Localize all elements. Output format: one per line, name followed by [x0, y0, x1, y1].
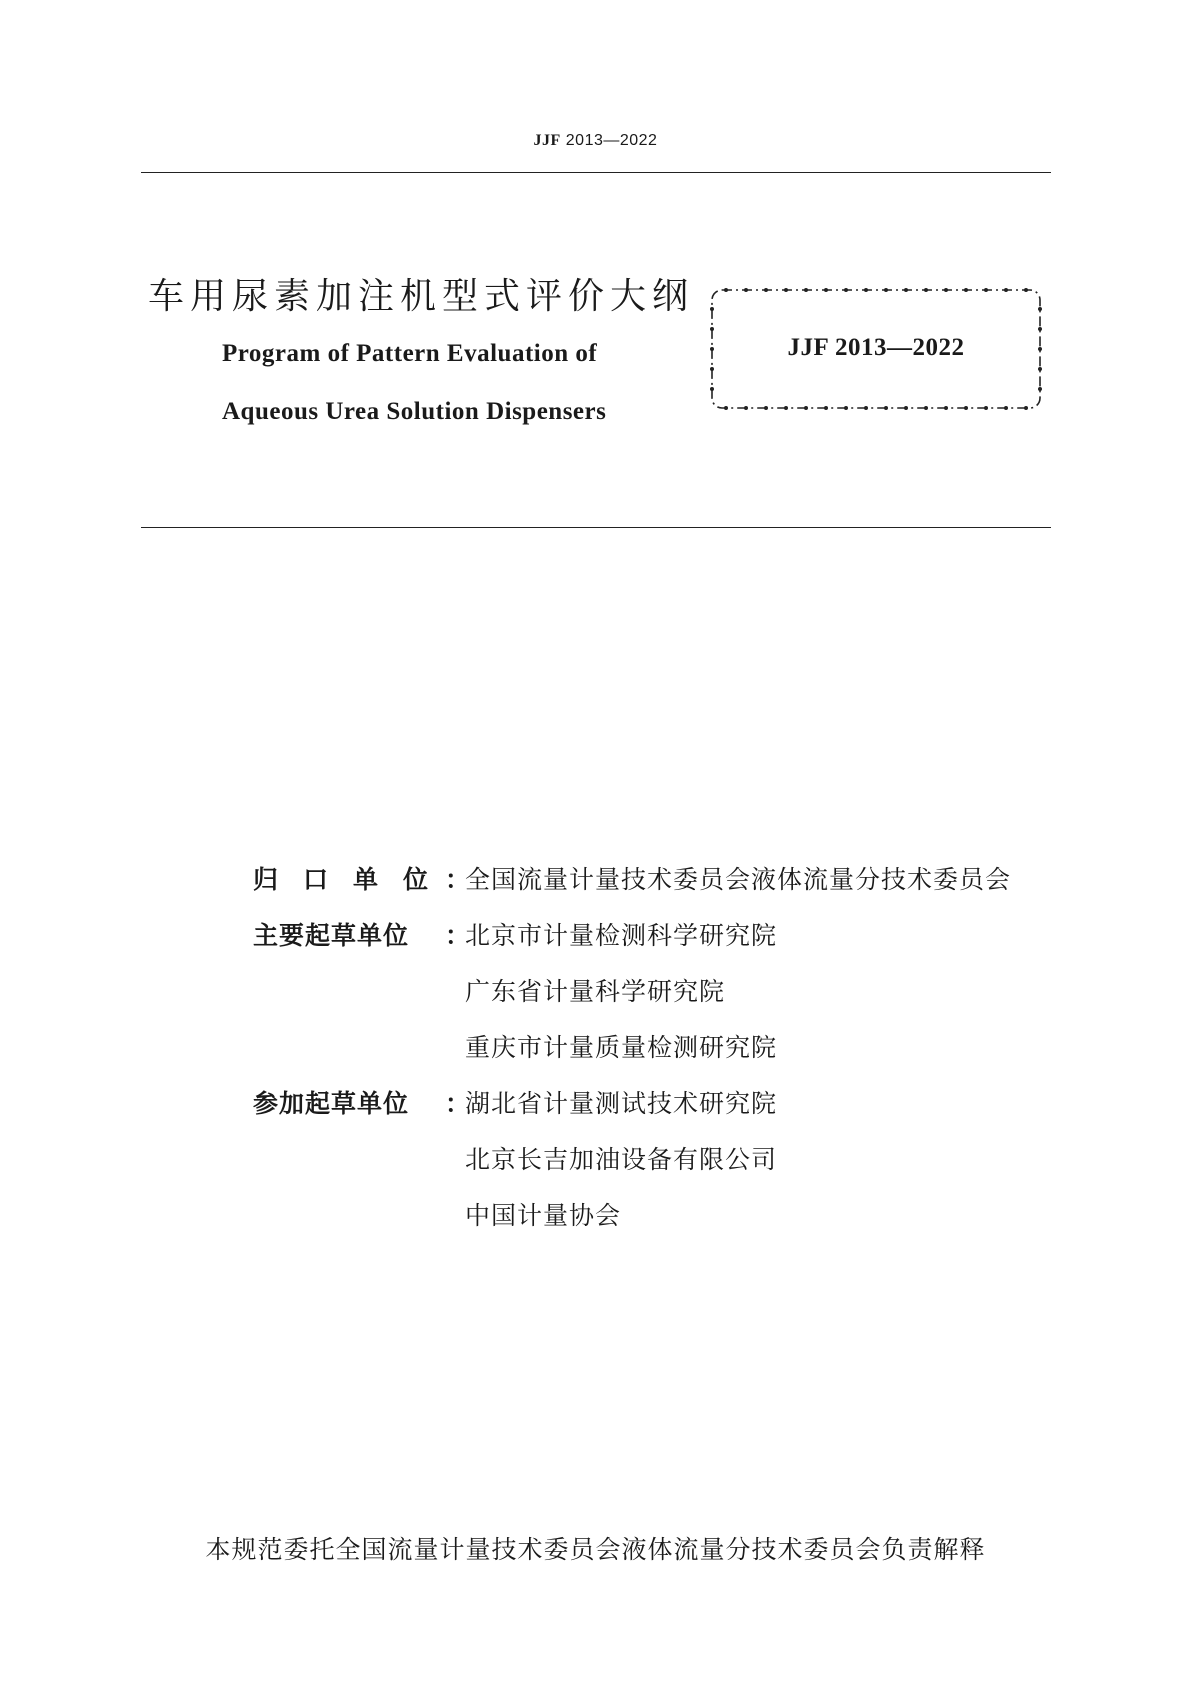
border-dot — [924, 406, 928, 410]
participating-drafting-value: 湖北省计量测试技术研究院 — [465, 1089, 778, 1118]
border-dot — [724, 406, 728, 410]
border-dot — [904, 406, 908, 410]
label-separator: ： — [445, 921, 471, 950]
main-drafting-row — [253, 962, 1011, 1018]
border-dot — [884, 406, 888, 410]
border-dot — [984, 406, 988, 410]
border-dot — [804, 288, 808, 292]
border-dot — [1038, 307, 1042, 311]
border-dot — [1024, 406, 1028, 410]
main-drafting-label: 主要起草单位 — [253, 921, 410, 950]
participating-drafting-row — [253, 1186, 1011, 1242]
border-dot — [744, 288, 748, 292]
border-dot — [824, 406, 828, 410]
border-dot — [744, 406, 748, 410]
border-dot — [1004, 406, 1008, 410]
title-english-line1: Program of Pattern Evaluation of — [222, 340, 598, 367]
participating-drafting-row — [253, 1074, 1011, 1130]
border-dot — [710, 327, 714, 331]
border-dot — [944, 288, 948, 292]
main-drafting-row — [253, 906, 1011, 962]
code-box — [706, 284, 1046, 414]
participating-drafting-row — [253, 1130, 1011, 1186]
standard-code: JJF 2013—2022 — [787, 334, 965, 361]
responsible-unit-row — [253, 850, 1011, 906]
participating-drafting-value: 中国计量协会 — [465, 1201, 622, 1230]
border-dot — [904, 288, 908, 292]
border-dot — [824, 288, 828, 292]
responsible-unit-label: 归 口 单 位 — [253, 865, 429, 894]
border-dot — [944, 406, 948, 410]
border-dot — [764, 288, 768, 292]
border-dot — [964, 406, 968, 410]
header-code-number: 2013—2022 — [565, 132, 658, 149]
main-drafting-row — [253, 1018, 1011, 1074]
label-separator: ： — [445, 1089, 471, 1118]
participating-drafting-value: 北京长吉加油设备有限公司 — [465, 1145, 778, 1174]
border-dot — [784, 406, 788, 410]
border-dot — [1038, 327, 1042, 331]
interpretation-note: 本规范委托全国流量计量技术委员会液体流量分技术委员会负责解释 — [205, 1535, 986, 1564]
border-dot — [804, 406, 808, 410]
border-dot — [724, 288, 728, 292]
border-dot — [710, 307, 714, 311]
main-drafting-value: 北京市计量检测科学研究院 — [465, 921, 778, 950]
border-dot — [1038, 387, 1042, 391]
title-chinese: 车用尿素加注机型式评价大纲 — [148, 276, 695, 317]
main-drafting-value: 重庆市计量质量检测研究院 — [465, 1033, 778, 1062]
title-english-line2: Aqueous Urea Solution Dispensers — [222, 398, 607, 425]
label-separator: ： — [445, 865, 471, 894]
participating-drafting-label: 参加起草单位 — [253, 1089, 410, 1118]
main-drafting-value: 广东省计量科学研究院 — [465, 977, 726, 1006]
border-dot — [984, 288, 988, 292]
responsible-unit-value: 全国流量计量技术委员会液体流量分技术委员会 — [465, 865, 1012, 894]
border-dot — [844, 288, 848, 292]
border-dot — [764, 406, 768, 410]
header-divider — [141, 172, 1051, 173]
drafting-units — [253, 850, 1011, 1242]
border-dot — [784, 288, 788, 292]
border-dot — [964, 288, 968, 292]
border-dot — [844, 406, 848, 410]
border-dot — [710, 367, 714, 371]
border-dot — [864, 406, 868, 410]
section-divider — [141, 527, 1051, 528]
border-dot — [864, 288, 868, 292]
border-dot — [1004, 288, 1008, 292]
border-dot — [1038, 367, 1042, 371]
border-dot — [884, 288, 888, 292]
border-dot — [924, 288, 928, 292]
header-code — [0, 132, 1191, 150]
header-code-prefix: JJF — [533, 132, 561, 149]
border-dot — [1024, 288, 1028, 292]
border-dot — [710, 387, 714, 391]
